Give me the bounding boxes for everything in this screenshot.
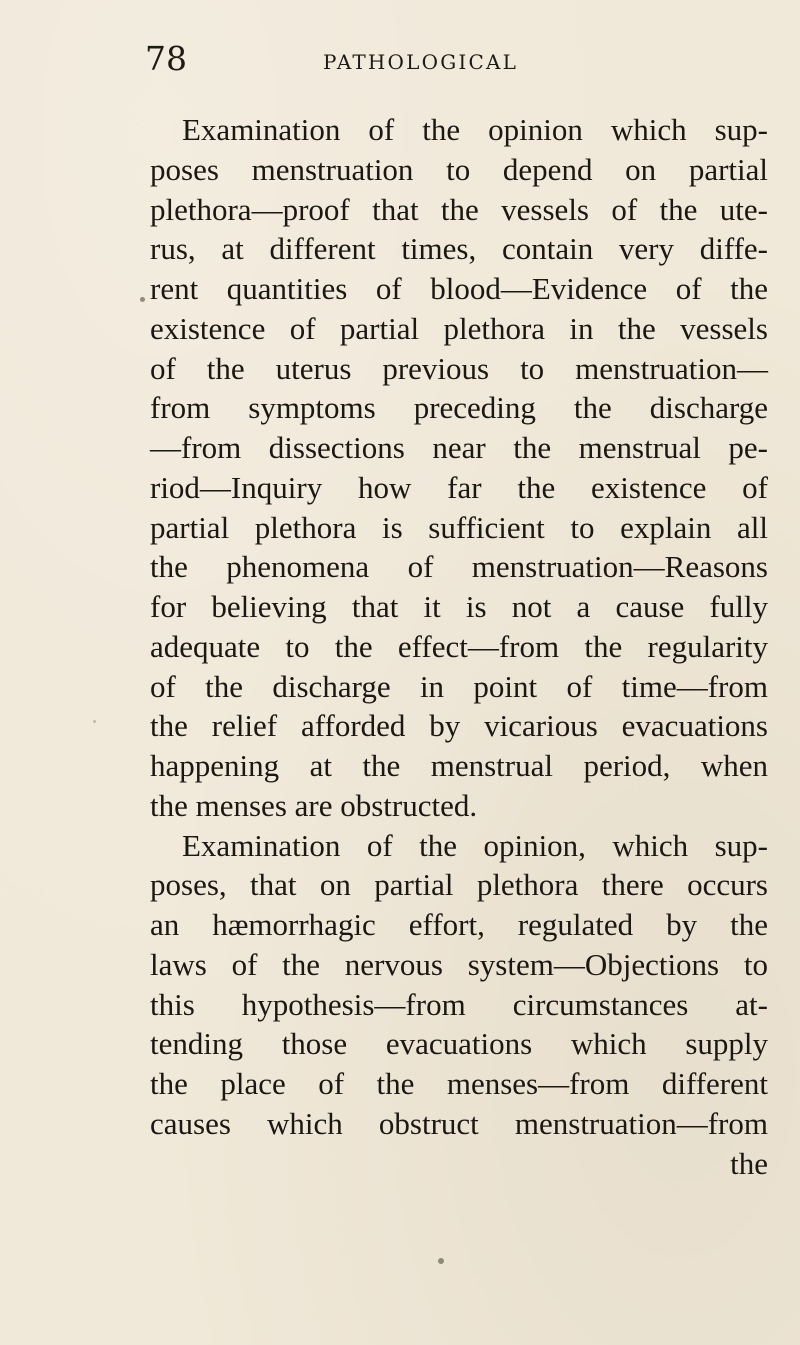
ink-speck bbox=[140, 297, 145, 302]
text-line: riod—Inquiry how far the existence of bbox=[150, 469, 768, 505]
text-line: Examination of the opinion, which sup- bbox=[182, 827, 768, 863]
text-line: the phenomena of menstruation—Reasons bbox=[150, 549, 768, 585]
text-line: this hypothesis—from circumstances at- bbox=[150, 986, 768, 1022]
text-line: happening at the menstrual period, when bbox=[150, 748, 768, 783]
text-line: of the discharge in point of time—from bbox=[150, 668, 768, 704]
page-number: 78 bbox=[145, 39, 187, 78]
text-line: laws of the nervous system—Objections to bbox=[150, 946, 768, 982]
ink-speck bbox=[93, 720, 96, 723]
text-line: rent quantities of blood—Evidence of the bbox=[150, 271, 768, 306]
text-line: Examination of the opinion which sup- bbox=[182, 112, 768, 147]
text-line: existence of partial plethora in the vessels bbox=[150, 310, 768, 346]
body-text bbox=[150, 110, 768, 1183]
text-line: for believing that it is not a cause fully bbox=[150, 589, 768, 624]
text-line: causes which obstruct menstruation—from bbox=[150, 1105, 768, 1141]
text-line: the menses are obstructed. bbox=[150, 787, 478, 823]
text-line: poses menstruation to depend on partial bbox=[150, 151, 768, 187]
text-line: —from dissections near the menstrual pe- bbox=[150, 430, 768, 465]
text-line: poses, that on partial plethora there occurs bbox=[150, 867, 768, 903]
text-line: the place of the menses—from different bbox=[150, 1066, 768, 1101]
text-line: tending those evacuations which supply bbox=[150, 1026, 768, 1062]
text-line: rus, at different times, contain very diffe- bbox=[150, 231, 768, 267]
catchword: the bbox=[730, 1145, 768, 1181]
text-line: from symptoms preceding the discharge bbox=[150, 390, 768, 426]
text-line: adequate to the effect—from the regularity bbox=[150, 628, 768, 664]
ink-speck bbox=[438, 1258, 444, 1264]
text-line: the relief afforded by vicarious evacuations bbox=[150, 708, 768, 744]
text-line: partial plethora is sufficient to explain all bbox=[150, 509, 768, 545]
text-line: plethora—proof that the vessels of the ute- bbox=[150, 191, 768, 227]
text-line: an hæmorrhagic effort, regulated by the bbox=[150, 907, 768, 942]
text-line: of the uterus previous to menstruation— bbox=[150, 350, 768, 386]
running-head: PATHOLOGICAL bbox=[323, 50, 519, 74]
